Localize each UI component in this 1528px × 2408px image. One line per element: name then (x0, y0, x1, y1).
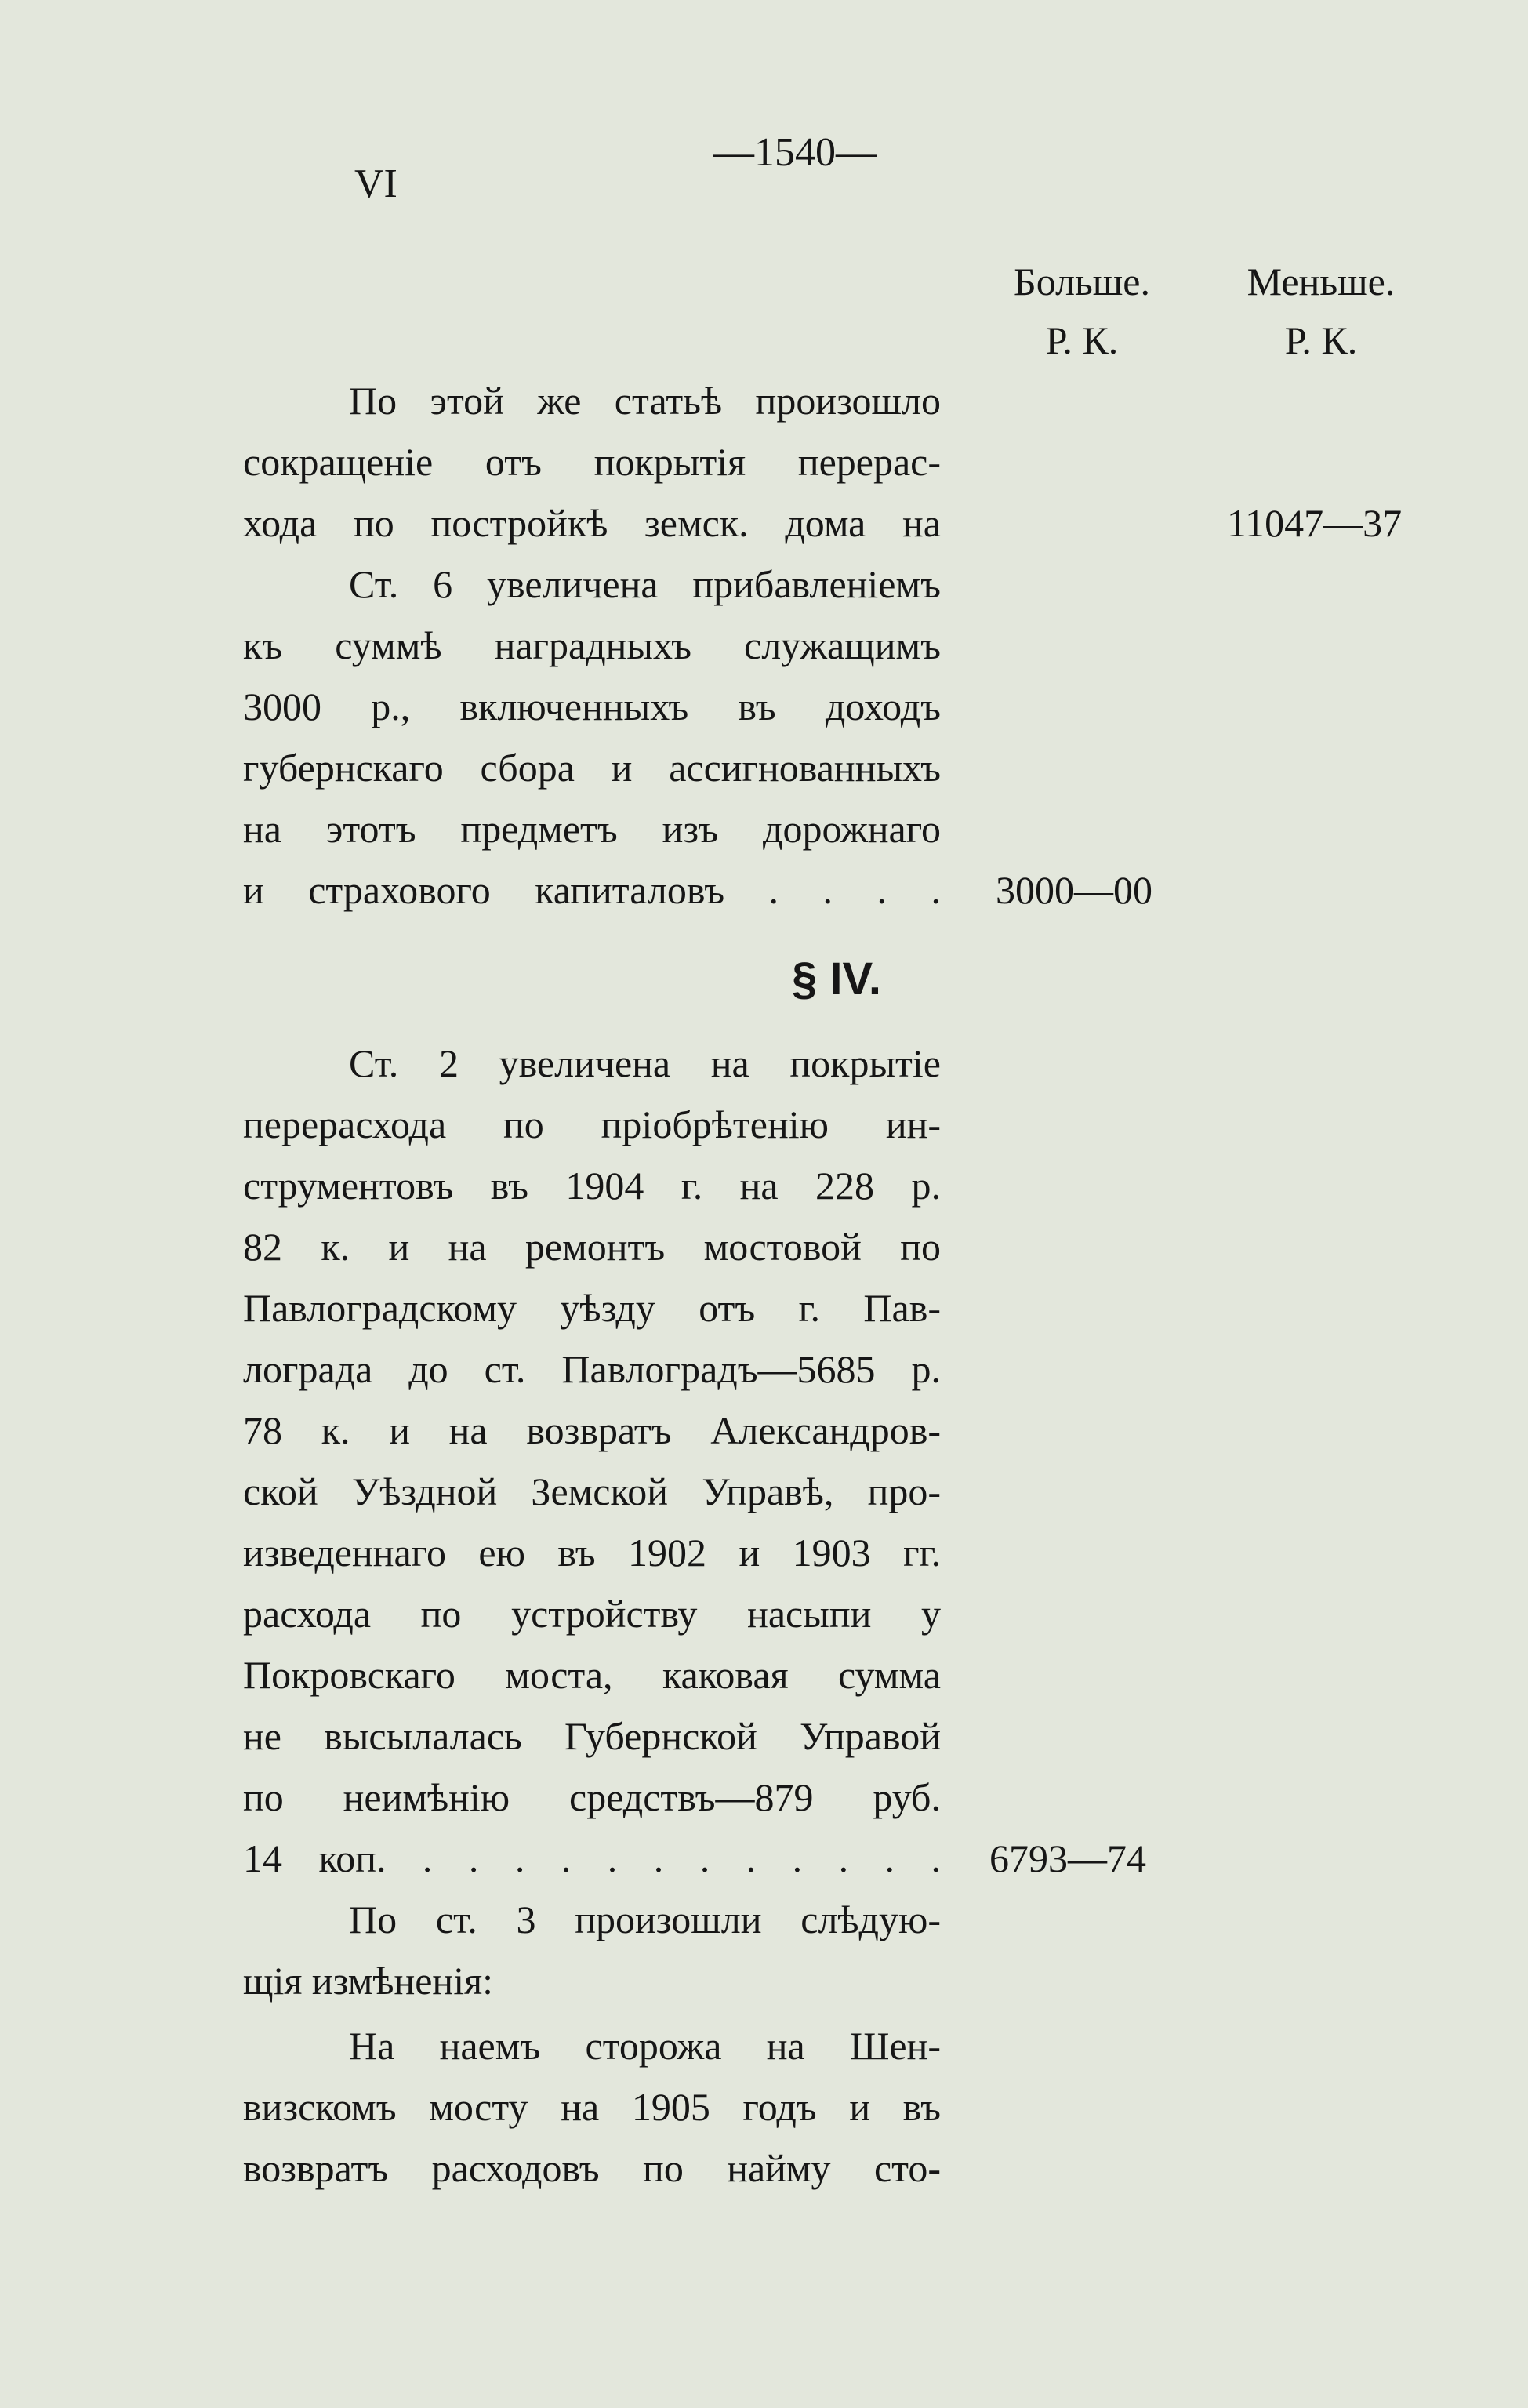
text-line: возвратъ расходовъ по найму сто- (243, 2146, 941, 2190)
text-line: губернскаго сбора и ассигнованныхъ (243, 746, 941, 790)
column-head-more: Больше. (1014, 260, 1150, 303)
text-line: 78 к. и на возвратъ Александров- (243, 1408, 941, 1452)
text-line: Покровскаго моста, каковая сумма (243, 1653, 941, 1697)
amount-more: 6793—74 (989, 1836, 1146, 1880)
text-line: по неимѣнію средствъ—879 руб. (243, 1775, 941, 1819)
text-line: щія измѣненія: (243, 1959, 493, 2003)
text-line: 82 к. и на ремонтъ мостовой по (243, 1225, 941, 1269)
section-marker: VI (354, 162, 397, 206)
section-heading: § IV. (792, 953, 881, 1004)
amount-less: 11047—37 (1227, 501, 1403, 545)
text-line: и страхового капиталовъ . . . . (243, 868, 941, 912)
text-line: По этой же статьѣ произошло (349, 379, 941, 423)
text-line: визскомъ мосту на 1905 годъ и въ (243, 2085, 941, 2129)
text-line: хода по постройкѣ земск. дома на (243, 501, 941, 545)
text-line: не высылалась Губернской Управой (243, 1714, 941, 1758)
text-line: По ст. 3 произошли слѣдую- (349, 1898, 941, 1941)
text-line: сокращеніе отъ покрытія перерас- (243, 440, 941, 484)
text-line: Ст. 2 увеличена на покрытіе (349, 1041, 941, 1085)
text-line: ской Уѣздной Земской Управѣ, про- (243, 1469, 941, 1513)
text-line: струментовъ въ 1904 г. на 228 р. (243, 1164, 941, 1208)
text-line: перерасхода по пріобрѣтенію ин- (243, 1102, 941, 1146)
column-currency-more: Р. К. (1045, 318, 1119, 362)
text-line: На наемъ сторожа на Шен- (349, 2024, 941, 2068)
amount-more: 3000—00 (996, 868, 1152, 912)
text-line: на этотъ предметъ изъ дорожнаго (243, 807, 941, 851)
column-currency-less: Р. К. (1284, 318, 1358, 362)
page-number: —1540— (713, 130, 877, 175)
text-line: Павлоградскому уѣзду отъ г. Пав- (243, 1286, 941, 1330)
text-line: 14 коп. . . . . . . . . . . . . (243, 1836, 941, 1880)
text-line: расхода по устройству насыпи у (243, 1592, 941, 1636)
text-line: къ суммѣ наградныхъ служащимъ (243, 623, 941, 667)
text-line: Ст. 6 увеличена прибавленіемъ (349, 562, 941, 606)
text-line: лограда до ст. Павлоградъ—5685 р. (243, 1347, 941, 1391)
text-line: 3000 р., включенныхъ въ доходъ (243, 685, 941, 728)
text-line: изведеннаго ею въ 1902 и 1903 гг. (243, 1531, 941, 1574)
column-head-less: Меньше. (1247, 260, 1396, 303)
